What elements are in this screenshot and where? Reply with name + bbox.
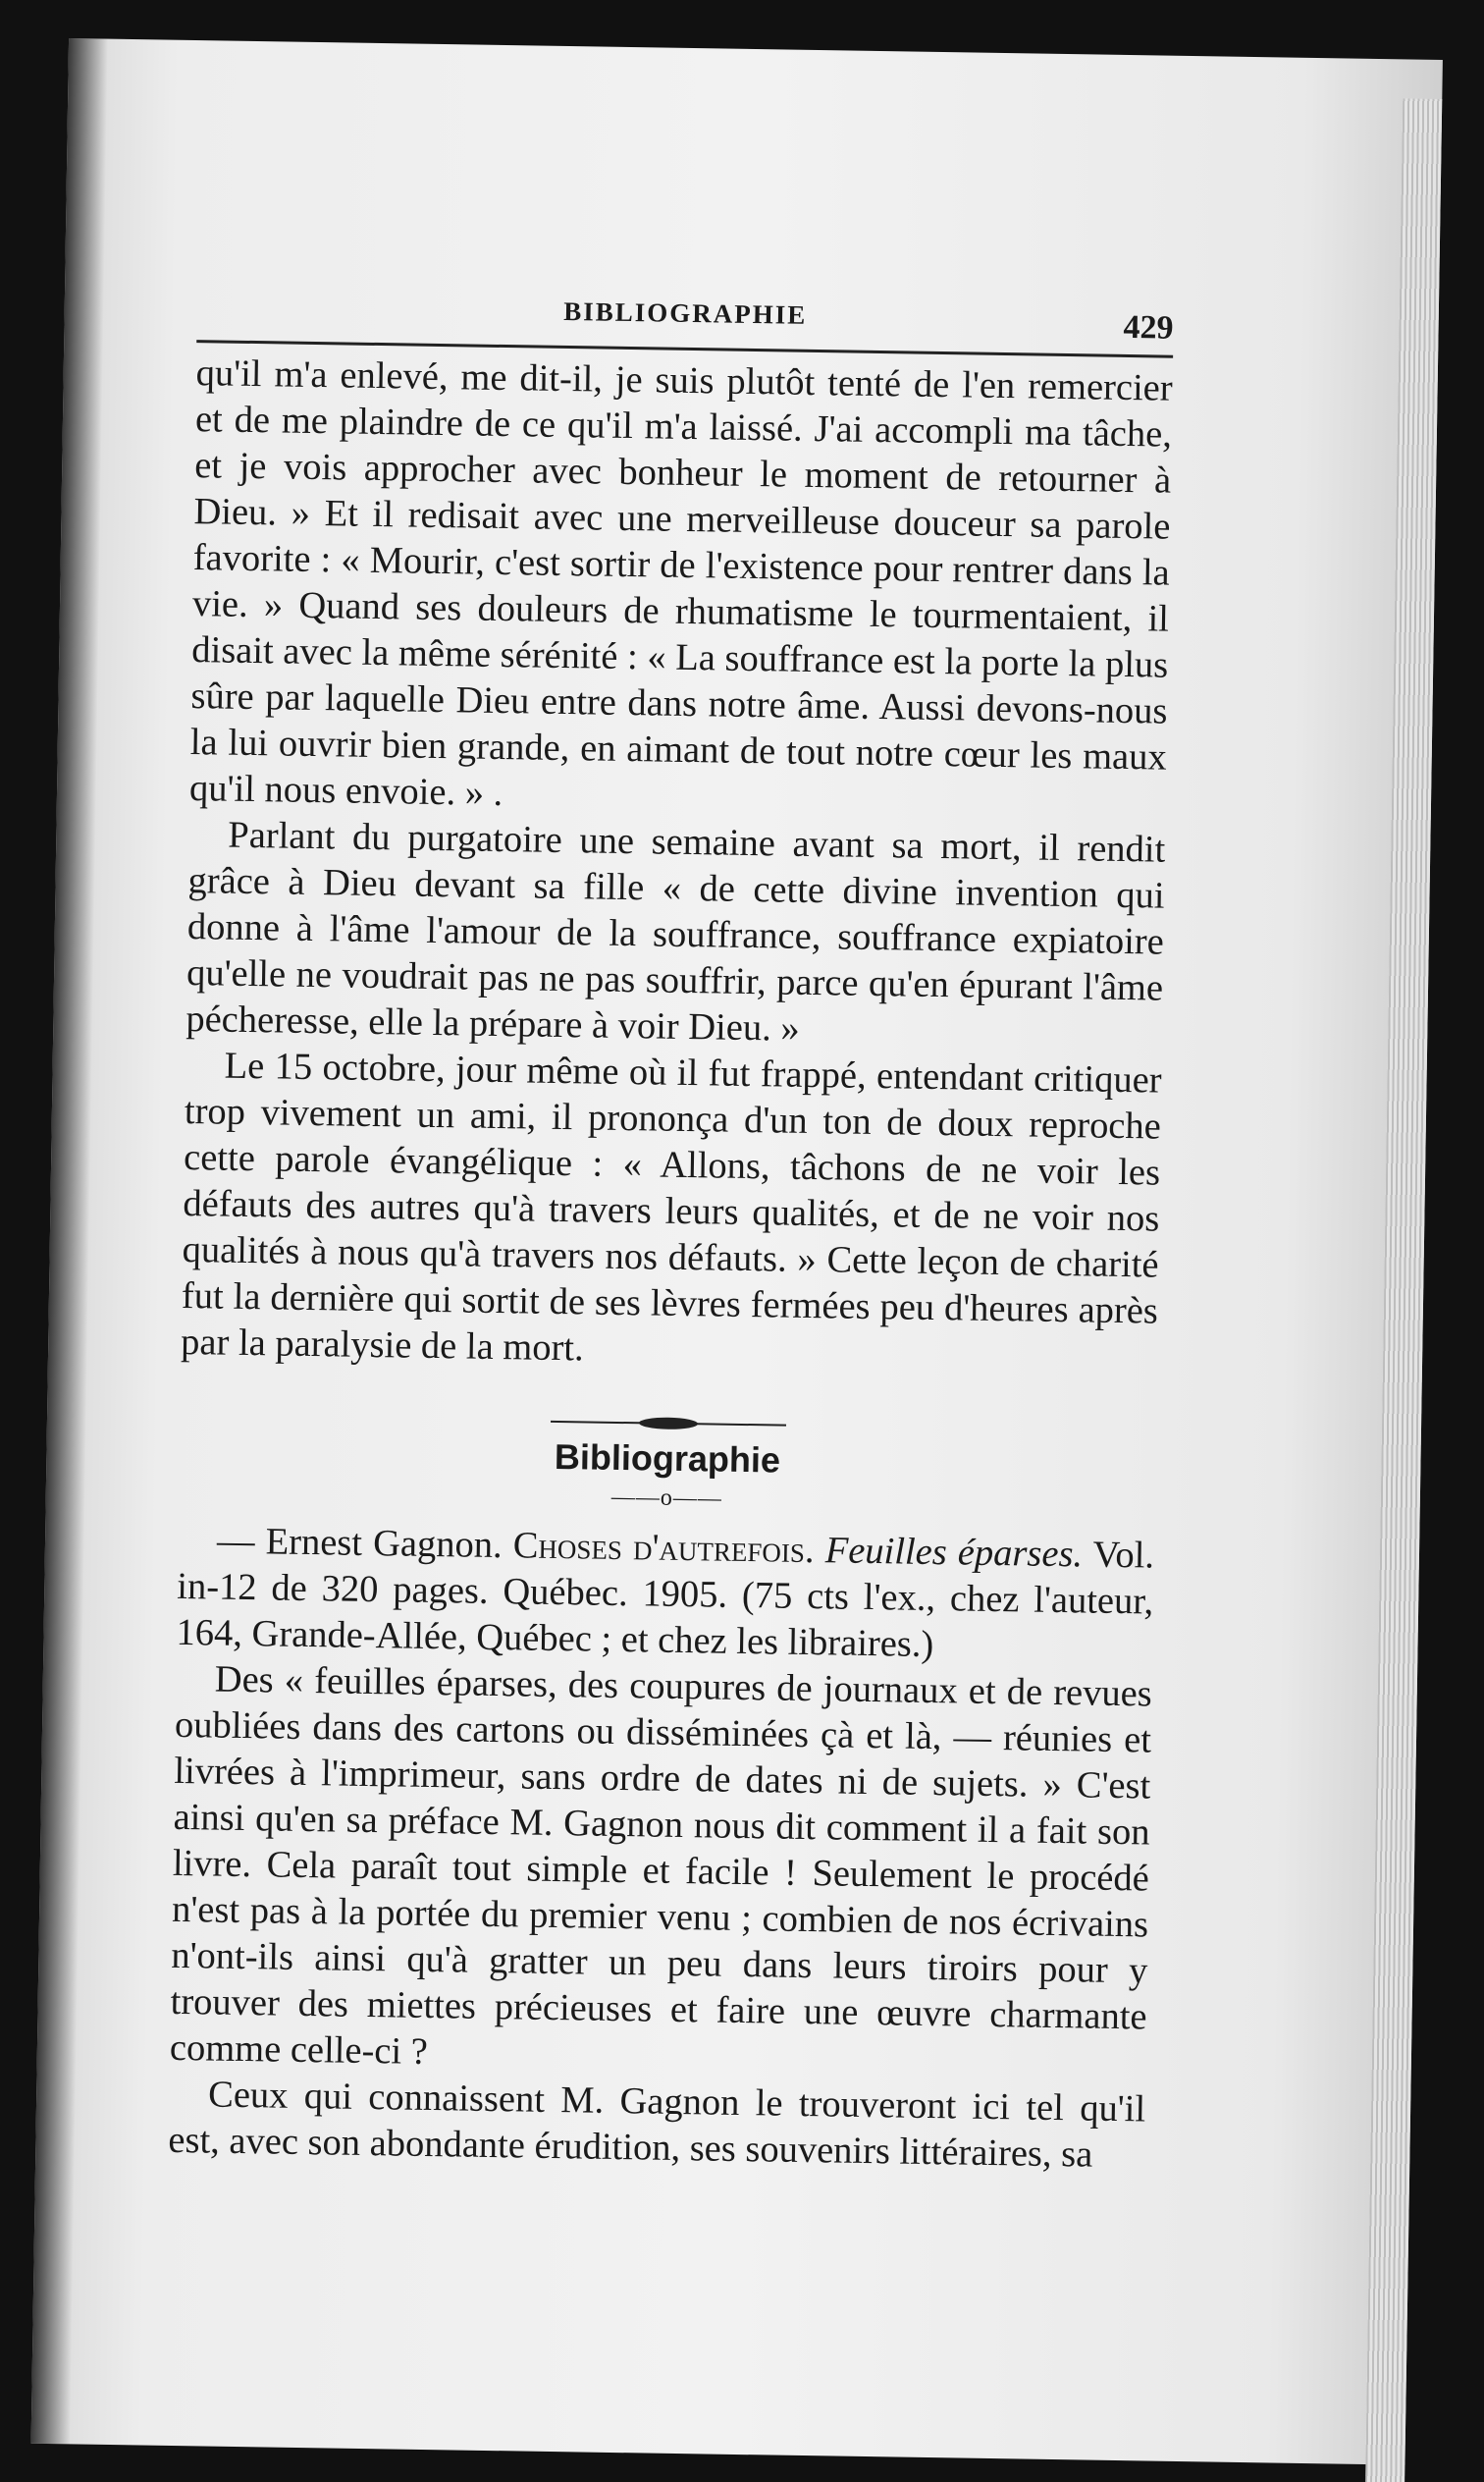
book-page [31,38,1443,2465]
paragraph-2: Parlant du purgatoire une semaine avant sa mort, il rendit grâce à Dieu devant sa fille « de cette divine invention qui donne à l'âme l'amour de la souffrance, souffrance expiatoire qu'elle ne voudrait pas ne pas souffrir, parce qu'en épurant l'âme pécheresse, elle la prépare à voir Dieu. » [186,814,1166,1050]
paragraph-3: Le 15 octobre, jour même où il fut frappé, entendant critiquer trop vivement un ami, il prononça d'un ton de doux reproche cette parole évangélique : « Allons, tâchons de ne voir les défauts des autres qu'à travers leurs qualités, et de ne voir nos qualités à nous qu'à travers nos défauts. » Cette leçon de charité fut la dernière qui sortit de ses lèvres fermées peu d'heures après par la paralysie de la mort. [180,1045,1162,1370]
paragraph-5: Ceux qui connaissent M. Gagnon le trouveront ici tel qu'il est, avec son abondante érudition, ses souvenirs littéraires, sa [168,2074,1146,2176]
paragraph-1: qu'il m'a enlevé, me dit-il, je suis plutôt tenté de l'en remercier et de me plaindre de ce qu'il m'a laissé. J'ai accompli ma tâche, et je vois approcher avec bonheur le moment de retourner à Dieu. » Et il redisait avec une merveilleuse douceur sa parole favorite : « Mourir, c'est sortir de l'existence pour rentrer dans la vie. » Quand ses douleurs de rhumatisme le tourmentaient, il disait avec la même sérénité : « La souffrance est la porte la plus sûre par laquelle Dieu entre dans notre âme. Aussi devons-nous la lui ouvrir bien grande, en aimant de tout notre cœur les maux qu'il nous envoie. » . [188,352,1173,815]
entry-prefix: — Ernest Gagnon. [216,1520,514,1567]
section-title: Bibliographie [554,1435,781,1481]
page-content [168,281,1174,2179]
running-head [196,281,1174,358]
paragraph-4: Des « feuilles éparses, des coupures de journaux et de revues oubliées dans des cartons ou disséminées çà et là, — réunies et livrées à l'imprimeur, sans ordre de dates ni de sujets. » C'est ainsi qu'en sa préface M. Gagnon nous dit comment il a fait son livre. Cela paraît tout simple et facile ! Seulement le procédé n'est pas à la portée du premier venu ; combien de nos écrivains n'ont-ils ainsi qu'à gratter un peu dans leurs tiroirs pour y trouver des miettes précieuses et faire une œuvre charmante comme celle-ci ? [169,1658,1153,2074]
entry-subtitle: Feuilles éparses. [824,1530,1084,1576]
entry-title: Choses d'autrefois. [512,1525,815,1572]
section-rule: ——o—— [610,1484,723,1512]
gutter-shadow [31,38,108,2444]
ornament-diamond [638,1417,697,1430]
page-edge [1365,98,1442,2482]
entry-details: Vol. in-12 de 320 pages. Québec. 1905. (75 cts l'ex., chez l'auteur, 164, Grande-Allée, Québec ; et chez les libraires.) [176,1534,1155,1666]
running-title: BIBLIOGRAPHIE [563,296,808,330]
bibliography-entry [176,1518,1154,1672]
section-ornament [550,1413,785,1434]
page-number: 429 [1123,308,1174,347]
